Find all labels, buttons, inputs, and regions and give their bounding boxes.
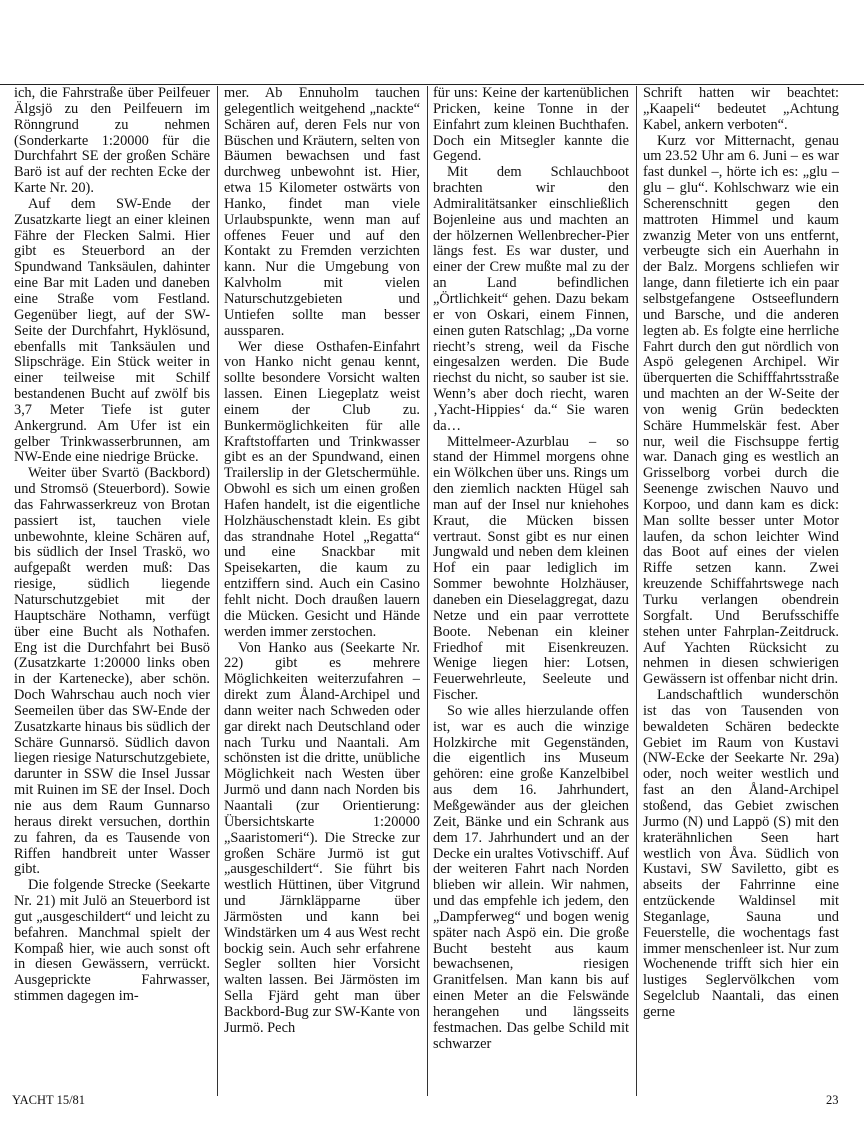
paragraph: Mit dem Schlauchboot brachten wir den Admiralitätsanker einschließlich Bojenleine aus und machten an der hölzernen Wellenbrecher-Pier längs fest. Es war duster, und einer der Crew mußte mal zu der an Land befindlichen „Örtlichkeit“ gehen. Dazu bekam er von Oskari, einem Finnen, einen guten Ratschlag; „Da vorne riecht’s streng, weil da Fische eingesalzen werden. Die Bude riechst du nicht, so sauber ist sie. Wenn’s aber doch riecht, waren ‚Yacht-Hippies‘ da.“ Sie waren da… xyxy=(433,164,629,434)
paragraph: Von Hanko aus (Seekarte Nr. 22) gibt es mehrere Möglichkeiten weiterzufahren – direkt zum Åland-Archipel und dann weiter nach Schweden oder gar direkt nach Deutschland oder nach Turku und Naantali. Am schönsten ist die dritte, unübliche Möglichkeit nach Westen über Jurmö und dann nach Norden bis Naantali (zur Orientierung: Übersichtskarte 1:20000 „Saaristomeri“). Die Strecke zur großen Schäre Jurmö ist gut „ausgeschildert“. Sie führt bis westlich Hüttinen, über Vitgrund und Järnkläpparne über Järmösten und kann bei Windstärken um 4 aus West recht bockig sein. Auch sehr erfahrene Segler sollten hier Vorsicht walten lassen. Bei Järmösten im Sella Fjärd geht man über Backbord-Bug zur SW-Kante von Jurmö. Pech xyxy=(224,639,420,1036)
column-divider xyxy=(427,86,428,1096)
paragraph: für uns: Keine der kartenüblichen Pricken, keine Tonne in der Einfahrt zum kleinen Buchthafen. Doch ein Mitsegler kannte die Gegend. xyxy=(433,85,629,165)
paragraph: Weiter über Svartö (Backbord) und Stromsö (Steuerbord). Sowie das Fahrwasserkreuz von Brotan passiert ist, tauchen viele unbewohnte, kleine Schären auf, bis südlich der Insel Traskö, wo aufgepaßt werden muß: Das riesige, südlich liegende Naturschutzgebiet mit der Hauptschäre Nothamn, verfügt über eine Bucht als Nothafen. Eng ist die Durchfahrt bei Busö (Zusatzkarte 1:20000 links oben in der Kartenecke), aber schön. Doch Wahrschau auch noch vier Seemeilen über das SW-Ende der Zusatzkarte hinaus bis südlich der Schäre Gunnarsö. Südlich davon liegen riesige Naturschutzgebiete, darunter in SSW die Insel Jussar mit Ruinen im SE der Insel. Doch nie aus dem Raum Gunnarso heraus direkt versuchen, dorthin zu fahren, da es Tausende von Riffen handbreit unter Wasser gibt. xyxy=(14,465,210,878)
page-number: 23 xyxy=(826,1093,839,1107)
paragraph: ich, die Fahrstraße über Peilfeuer Älgsjö zu den Peilfeuern im Rönngrund zu nehmen (Sonderkarte 1:20000 für die Durchfahrt SE der großen Schäre Barö ist auf der rechten Ecke der Karte Nr. 20). xyxy=(14,85,210,197)
paragraph: So wie alles hierzulande offen ist, war es auch die winzige Holzkirche mit Gegenständen, die eigentlich ins Museum gehören: eine große Kanzelbibel aus dem 16. Jahrhundert, Meßgewänder aus der gleichen Zeit, Bänke und ein Schrank aus dem 17. Jahrhundert und an der Decke ein uraltes Votivschiff. Auf der weiteren Fahrt nach Norden blieben wir allein. Wir nahmen, und das empfehle ich jedem, den „Dampferweg“ und bogen wenig später nach Aspö ein. Die große Bucht besteht aus kaum bewachsenen, riesigen Granitfelsen. Man kann bis auf einen Meter an die Felswände herangehen und längsseits festmachen. Das gelbe Schild mit schwarzer xyxy=(433,702,629,1052)
paragraph: Kurz vor Mitternacht, genau um 23.52 Uhr am 6. Juni – es war fast dunkel –, hörte ich es: „glu – glu – glu“. Kohlschwarz wie ein Scherenschnitt gegen den mattroten Himmel und kaum zwanzig Meter von uns entfernt, verbeugte sich ein Auerhahn in der Balz. Morgens schliefen wir lange, dann filetierte ich ein paar selbstgefangene Ostseeflundern und Barsche, und die anderen legten ab. Es folgte eine herrliche Fahrt durch den gut nördlich von Aspö gelegenen Archipel. Wir überquerten die Schifffahrtsstraße und machten an der W-Seite der von wenig Grün bedeckten Schäre Hummelskär fest. Aber nur, weil die Fischsuppe fertig war. Danach ging es westlich an Grisselborg vorbei durch die Seenenge zwischen Nauvo und Korpoo, und dann kam es dick: Man sollte besser unter Motor laufen, da schon leichter Wind das Boot auf eines der vielen Riffe setzen kann. Zwei kreuzende Schiffahrtswege nach Turku verlangen obendrein Sorgfalt. Und Berufsschiffe stehen unter Fahrplan-Zeitdruck. Auf Yachten Rücksicht zu nehmen in diesen schwierigen Gewässern ist offenbar nicht drin. xyxy=(643,132,839,688)
paragraph: mer. Ab Ennuholm tauchen gelegentlich weitgehend „nackte“ Schären auf, deren Fels nur von Büschen und Kräutern, selten von Bäumen bewachsen und fast durchweg unbewohnt ist. Hier, etwa 15 Kilometer ostwärts von Hanko, findet man viele Urlaubspunkte, wenn man auf offenes Feuer und auf den Kontakt zu Fremden verzichten kann. Nur die Umgebung von Kalvholm mit vielen Naturschutzgebieten und Untiefen sollte man besser aussparen. xyxy=(224,85,420,339)
footer-magazine-issue: YACHT 15/81 xyxy=(12,1093,86,1107)
column-divider xyxy=(636,86,637,1096)
paragraph: Landschaftlich wunderschön ist das von Tausenden von bewaldeten Schären bedeckte Gebiet im Raum von Kustavi (NW-Ecke der Seekarte Nr. 29a) oder, noch weiter westlich und fast an den Åland-Archipel stoßend, das Gebiet zwischen Jurmo (N) und Lappö (S) mit den kraterähnlichen Seen hart westlich von Åva. Südlich von Kustavi, SW Saviletto, gibt es abseits der Fahrrinne eine entzückende Waldinsel mit Steganlage, Sauna und Feuerstelle, die wochentags fast immer menschenleer ist. Nur zum Wochenende trifft sich hier ein lustiges Seglervölkchen vom Segelclub Naantali, das einen gerne xyxy=(643,687,839,1020)
paragraph: Wer diese Osthafen-Einfahrt von Hanko nicht genau kennt, sollte besondere Vorsicht walten lassen. Einen Liegeplatz weist einem der Club zu. Bunkermöglichkeiten für alle Kraftstoffarten und Trinkwasser gibt es an der Spundwand, einen Trailerslip in der Gletschermühle. Obwohl es sich um einen großen Hafen handelt, ist die eigentliche Holzhäuschenstadt klein. Es gibt das strandnahe Hotel „Regatta“ und eine Snackbar mit Speisekarten, die kaum zu entziffern sind. Auch ein Casino fehlt nicht. Doch draußen lauern die Mücken. Gesicht und Hände werden immer zerstochen. xyxy=(224,338,420,640)
paragraph: Schrift hatten wir beachtet: „Kaapeli“ bedeutet „Achtung Kabel, ankern verboten“. xyxy=(643,85,839,133)
column-4 xyxy=(643,86,839,1021)
paragraph: Mittelmeer-Azurblau – so stand der Himmel morgens ohne ein Wölkchen über uns. Rings um den ziemlich nackten Hügel sah man auf der Insel nur kniehohes Kraut, die Mücken bissen vertraut. Sonst gibt es nur einen Jungwald und neben dem kleinen Hof ein paar lediglich im Sommer bewohnte Holzhäuser, daneben ein Dieselaggregat, dazu Netze und ein paar verrottete Boote. Nebenan ein kleiner Friedhof mit Eisenkreuzen. Wenige liegen hier: Lotsen, Feuerwehrleute, Seeleute und Fischer. xyxy=(433,433,629,704)
column-2 xyxy=(224,86,420,1037)
paragraph: Auf dem SW-Ende der Zusatzkarte liegt an einer kleinen Fähre der Flecken Salmi. Hier gibt es Steuerbord an der Spundwand Tanksäulen, dahinter eine Bar mit Laden und daneben eine Straße vom Festland. Gegenüber liegt, auf der SW-Seite der Durchfahrt, Hyklösund, ebenfalls mit Tanksäulen und Slipschräge. Ein Stück weiter in einer teilweise mit Schilf bestandenen Bucht auf zwölf bis 3,7 Meter Tiefe ist guter Ankergrund. Am Ufer ist ein gelber Trinkwasserbrunnen, am NW-Ende eine niedrige Brücke. xyxy=(14,195,210,466)
column-3 xyxy=(433,86,629,1052)
column-divider xyxy=(217,86,218,1096)
paragraph: Die folgende Strecke (Seekarte Nr. 21) mit Julö an Steuerbord ist gut „ausgeschildert“ und leicht zu befahren. Manchmal spielt der Kompaß hier, wie auch sonst oft in diesen Gewässern, verrückt. Ausgeprickte Fahrwasser, stimmen dagegen im- xyxy=(14,877,210,1005)
column-1 xyxy=(14,86,210,1005)
